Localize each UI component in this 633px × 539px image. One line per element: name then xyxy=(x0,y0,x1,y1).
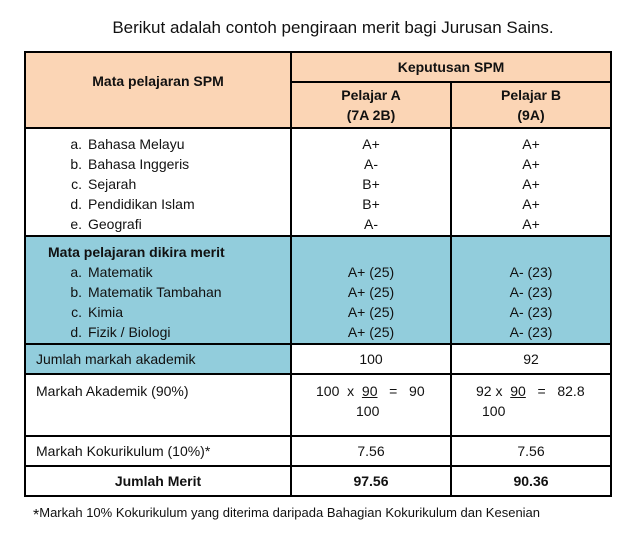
page-caption: Berikut adalah contoh pengiraan merit bagi Jurusan Sains. xyxy=(112,18,554,37)
core-grades-a: A+ A- B+ B+ A- xyxy=(291,128,451,236)
cocurricular-label: Markah Kokurikulum (10%)* xyxy=(25,436,291,466)
academic-90-a: 100 x 90 = 90 100 xyxy=(291,374,451,436)
footnote-star: * xyxy=(33,507,40,524)
footnote xyxy=(33,505,540,525)
header-student-a xyxy=(291,82,451,128)
student-b-name: Pelajar B xyxy=(501,87,561,103)
list-item: a. Bahasa Melayu xyxy=(70,136,185,152)
academic-90-label: Markah Akademik (90%) xyxy=(25,374,291,436)
footnote-text: Markah 10% Kokurikulum yang diterima daripada Bahagian Kokurikulum dan Kesenian xyxy=(39,505,541,520)
merit-table xyxy=(24,51,612,497)
core-subject-list xyxy=(25,128,291,236)
total-merit-a: 97.56 xyxy=(291,466,451,496)
header-result-group: Keputusan SPM xyxy=(291,52,611,82)
total-academic-a: 100 xyxy=(291,344,451,374)
total-academic-b: 92 xyxy=(451,344,611,374)
merit-section-title: Mata pelajaran dikira merit xyxy=(48,244,225,260)
academic-90-b: 92 x 90 = 82.8 100 xyxy=(451,374,611,436)
student-a-name: Pelajar A xyxy=(341,87,401,103)
student-a-grades: (7A 2B) xyxy=(346,107,396,123)
merit-grades-a: A+ (25) A+ (25) A+ (25) A+ (25) xyxy=(291,236,451,344)
cocurricular-b: 7.56 xyxy=(451,436,611,466)
cocurricular-a: 7.56 xyxy=(291,436,451,466)
list-item: e. Geografi xyxy=(70,216,142,232)
list-item: c. Kimia xyxy=(71,304,124,320)
core-grades-b: A+ A+ A+ A+ A+ xyxy=(451,128,611,236)
header-student-b xyxy=(451,82,611,128)
total-academic-label: Jumlah markah akademik xyxy=(25,344,291,374)
total-merit-label: Jumlah Merit xyxy=(25,466,291,496)
header-subject: Mata pelajaran SPM xyxy=(25,52,291,128)
list-item: a. Matematik xyxy=(70,264,153,280)
list-item: b. Matematik Tambahan xyxy=(70,284,222,300)
list-item: d. Pendidikan Islam xyxy=(70,196,195,212)
list-item: d. Fizik / Biologi xyxy=(70,324,171,340)
list-item: b. Bahasa Inggeris xyxy=(70,156,190,172)
list-item: c. Sejarah xyxy=(71,176,137,192)
merit-subject-list xyxy=(25,236,291,344)
total-merit-b: 90.36 xyxy=(451,466,611,496)
student-b-grades: (9A) xyxy=(517,107,545,123)
merit-grades-b: A- (23) A- (23) A- (23) A- (23) xyxy=(451,236,611,344)
